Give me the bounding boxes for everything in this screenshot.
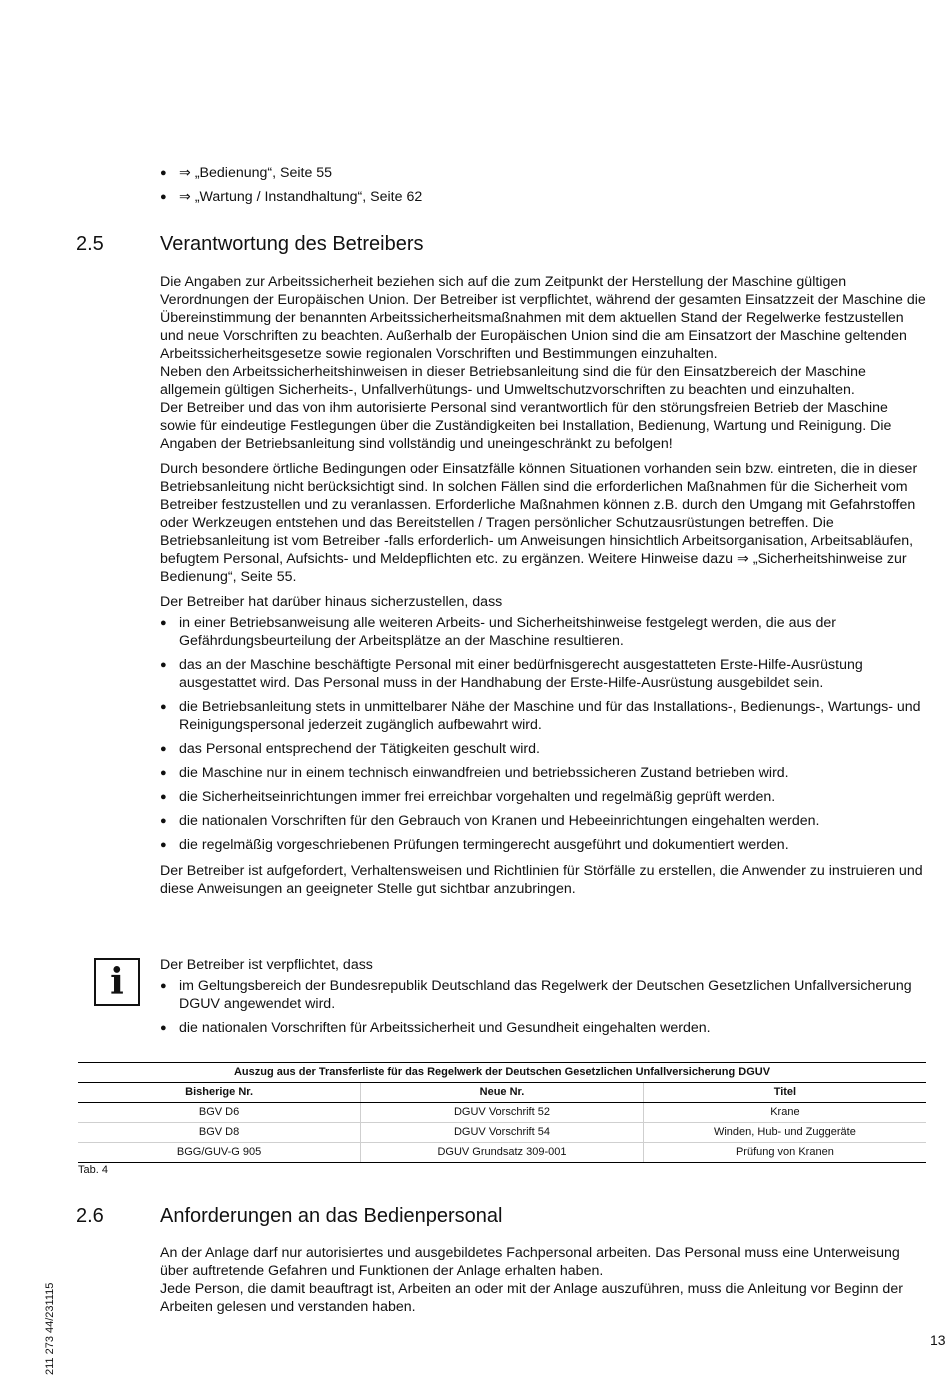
section-body-2-6	[160, 1244, 926, 1316]
info-list-item: ● die nationalen Vorschriften für Arbeitssicherheit und Gesundheit eingehalten werden.	[160, 1019, 926, 1037]
section-title: Anforderungen an das Bedienpersonal	[160, 1205, 503, 1227]
reference-link-wartung[interactable]: ● ⇒ „Wartung / Instandhaltung“, Seite 62	[160, 188, 926, 206]
section-heading-2-6	[76, 1204, 502, 1228]
section-number: 2.5	[76, 233, 104, 255]
list-item: ● das an der Maschine beschäftigte Personal mit einer bedürfnisgerecht ausgestatteten Erste-Hilfe-Ausrüstung ausgestattet wird. Das Personal muss in der Handhabung der Erste-Hilfe-Ausrüstung ausgebildet sein.	[160, 656, 926, 692]
info-list-item: ● im Geltungsbereich der Bundesrepublik Deutschland das Regelwerk der Deutschen Gesetzlichen Unfallversicherung DGUV angewendet wird.	[160, 977, 926, 1013]
list-item: ● die Maschine nur in einem technisch einwandfreien und betriebssicheren Zustand betrieben wird.	[160, 764, 926, 782]
table-caption: Auszug aus der Transferliste für das Regelwerk der Deutschen Gesetzlichen Unfallversicherung DGUV	[78, 1063, 926, 1083]
table-cell: DGUV Vorschrift 54	[361, 1123, 644, 1143]
section-body-2-5	[160, 273, 926, 898]
paragraph: Neben den Arbeitssicherheitshinweisen in dieser Betriebsanleitung sind die für den Einsatzbereich der Maschine allgemein gültigen Sicherheits-, Unfallverhütungs- und Umweltschutzvorschriften zu beachten und einzuhalten.	[160, 364, 866, 398]
paragraph: Jede Person, die damit beauftragt ist, Arbeiten an oder mit der Anlage auszuführen, muss die Anleitung vor Beginn der Arbeiten gelesen und verstanden haben.	[160, 1281, 903, 1315]
section-title: Verantwortung des Betreibers	[160, 233, 424, 255]
list-item: ● die regelmäßig vorgeschriebenen Prüfungen termingerecht ausgeführt und dokumentiert werden.	[160, 836, 926, 854]
column-header: Neue Nr.	[361, 1083, 644, 1103]
table-cell: Krane	[643, 1103, 926, 1123]
list-item: ● das Personal entsprechend der Tätigkeiten geschult wird.	[160, 740, 926, 758]
table-row	[78, 1103, 926, 1123]
page-number: 13	[930, 1332, 946, 1348]
table-cell: BGV D6	[78, 1103, 361, 1123]
table-cell: BGG/GUV-G 905	[78, 1143, 361, 1163]
paragraph: Durch besondere örtliche Bedingungen oder Einsatzfälle können Situationen vorhanden sein bzw. eintreten, die in dieser Betriebsanleitung nicht berücksichtigt sind. In solchen Fällen sind die erforderlichen Maßnahmen für die Sicherheit vom Betreiber festzustellen und zu veranlassen. Erforderliche Maßnahmen können z.B. durch den Umgang mit Gefahrstoffen oder Werkzeugen entstehen und das Bereitstellen / Tragen persönlicher Schutzausrüstungen betreffen. Die Betriebsanleitung ist vom Betreiber -falls erforderlich- um Anweisungen hinsichtlich Arbeitsorganisation, Arbeitsabläufen, befugtem Personal, Aufsichts- und Meldepflichten etc. zu ergänzen. Weitere Hinweise dazu ⇒ „Sicherheitshinweise zur Bedienung“, Seite 55.	[160, 461, 918, 585]
paragraph: Der Betreiber ist aufgefordert, Verhaltensweisen und Richtlinien für Störfälle zu erstellen, die Anwender zu instruieren und diese Anweisungen an geeigneter Stelle gut sichtbar anzubringen.	[160, 863, 923, 897]
transfer-table	[78, 1062, 926, 1163]
table-row	[78, 1123, 926, 1143]
section-heading-2-5	[76, 232, 424, 256]
paragraph: Der Betreiber und das von ihm autorisierte Personal sind verantwortlich für den störungsfreien Betrieb der Maschine sowie für eindeutige Festlegungen über die Zuständigkeiten bei Installation, Bedienung, Wartung und Reinigung. Die Angaben der Betriebsanleitung sind vollständig und uneingeschränkt zu befolgen!	[160, 400, 892, 452]
table-cell: BGV D8	[78, 1123, 361, 1143]
reference-link-bedienung[interactable]: ● ⇒ „Bedienung“, Seite 55	[160, 164, 926, 182]
column-header: Bisherige Nr.	[78, 1083, 361, 1103]
list-item: ● in einer Betriebsanweisung alle weiteren Arbeits- und Sicherheitshinweise festgelegt werden, die aus der Gefährdungsbeurteilung der Arbeitsplätze an der Maschine resultieren.	[160, 614, 926, 650]
info-intro: Der Betreiber ist verpflichtet, dass	[160, 957, 373, 973]
info-note	[160, 956, 926, 1037]
paragraph: Die Angaben zur Arbeitssicherheit beziehen sich auf die zum Zeitpunkt der Herstellung der Maschine gültigen Verordnungen der Europäischen Union. Der Betreiber ist verpflichtet, während der gesamten Einsatzzeit der Maschine die Übereinstimmung der benannten Arbeitssicherheitsmaßnahmen mit dem aktuellen Stand der Regelwerke festzustellen und neue Vorschriften zu beachten. Außerhalb der Europäischen Union sind die am Einsatzort der Maschine geltenden Arbeitssicherheitsgesetze sowie regionalen Vorschriften und Bestimmungen einzuhalten.	[160, 274, 926, 362]
top-references	[160, 164, 926, 206]
table-row	[78, 1143, 926, 1163]
list-intro: Der Betreiber hat darüber hinaus sicherzustellen, dass	[160, 594, 503, 610]
table-cell: Winden, Hub- und Zuggeräte	[643, 1123, 926, 1143]
section-number: 2.6	[76, 1205, 104, 1227]
table-cell: DGUV Grundsatz 309-001	[361, 1143, 644, 1163]
document-code: 211 273 44/231115	[44, 1282, 56, 1375]
paragraph: An der Anlage darf nur autorisiertes und ausgebildetes Fachpersonal arbeiten. Das Personal muss eine Unterweisung über auftretende Gefahren und Funktionen der Anlage erhalten haben.	[160, 1245, 900, 1279]
table-label: Tab. 4	[78, 1164, 108, 1176]
table-cell: Prüfung von Kranen	[643, 1143, 926, 1163]
list-item: ● die Betriebsanleitung stets in unmittelbarer Nähe der Maschine und für das Installations-, Bedienungs-, Wartungs- und Reinigungspersonal jederzeit zugänglich aufbewahrt wird.	[160, 698, 926, 734]
responsibility-list	[160, 614, 926, 854]
list-item: ● die Sicherheitseinrichtungen immer frei erreichbar vorgehalten und regelmäßig geprüft werden.	[160, 788, 926, 806]
table-cell: DGUV Vorschrift 52	[361, 1103, 644, 1123]
column-header: Titel	[643, 1083, 926, 1103]
info-icon: i	[94, 958, 140, 1006]
list-item: ● die nationalen Vorschriften für den Gebrauch von Kranen und Hebeeinrichtungen eingehalten werden.	[160, 812, 926, 830]
